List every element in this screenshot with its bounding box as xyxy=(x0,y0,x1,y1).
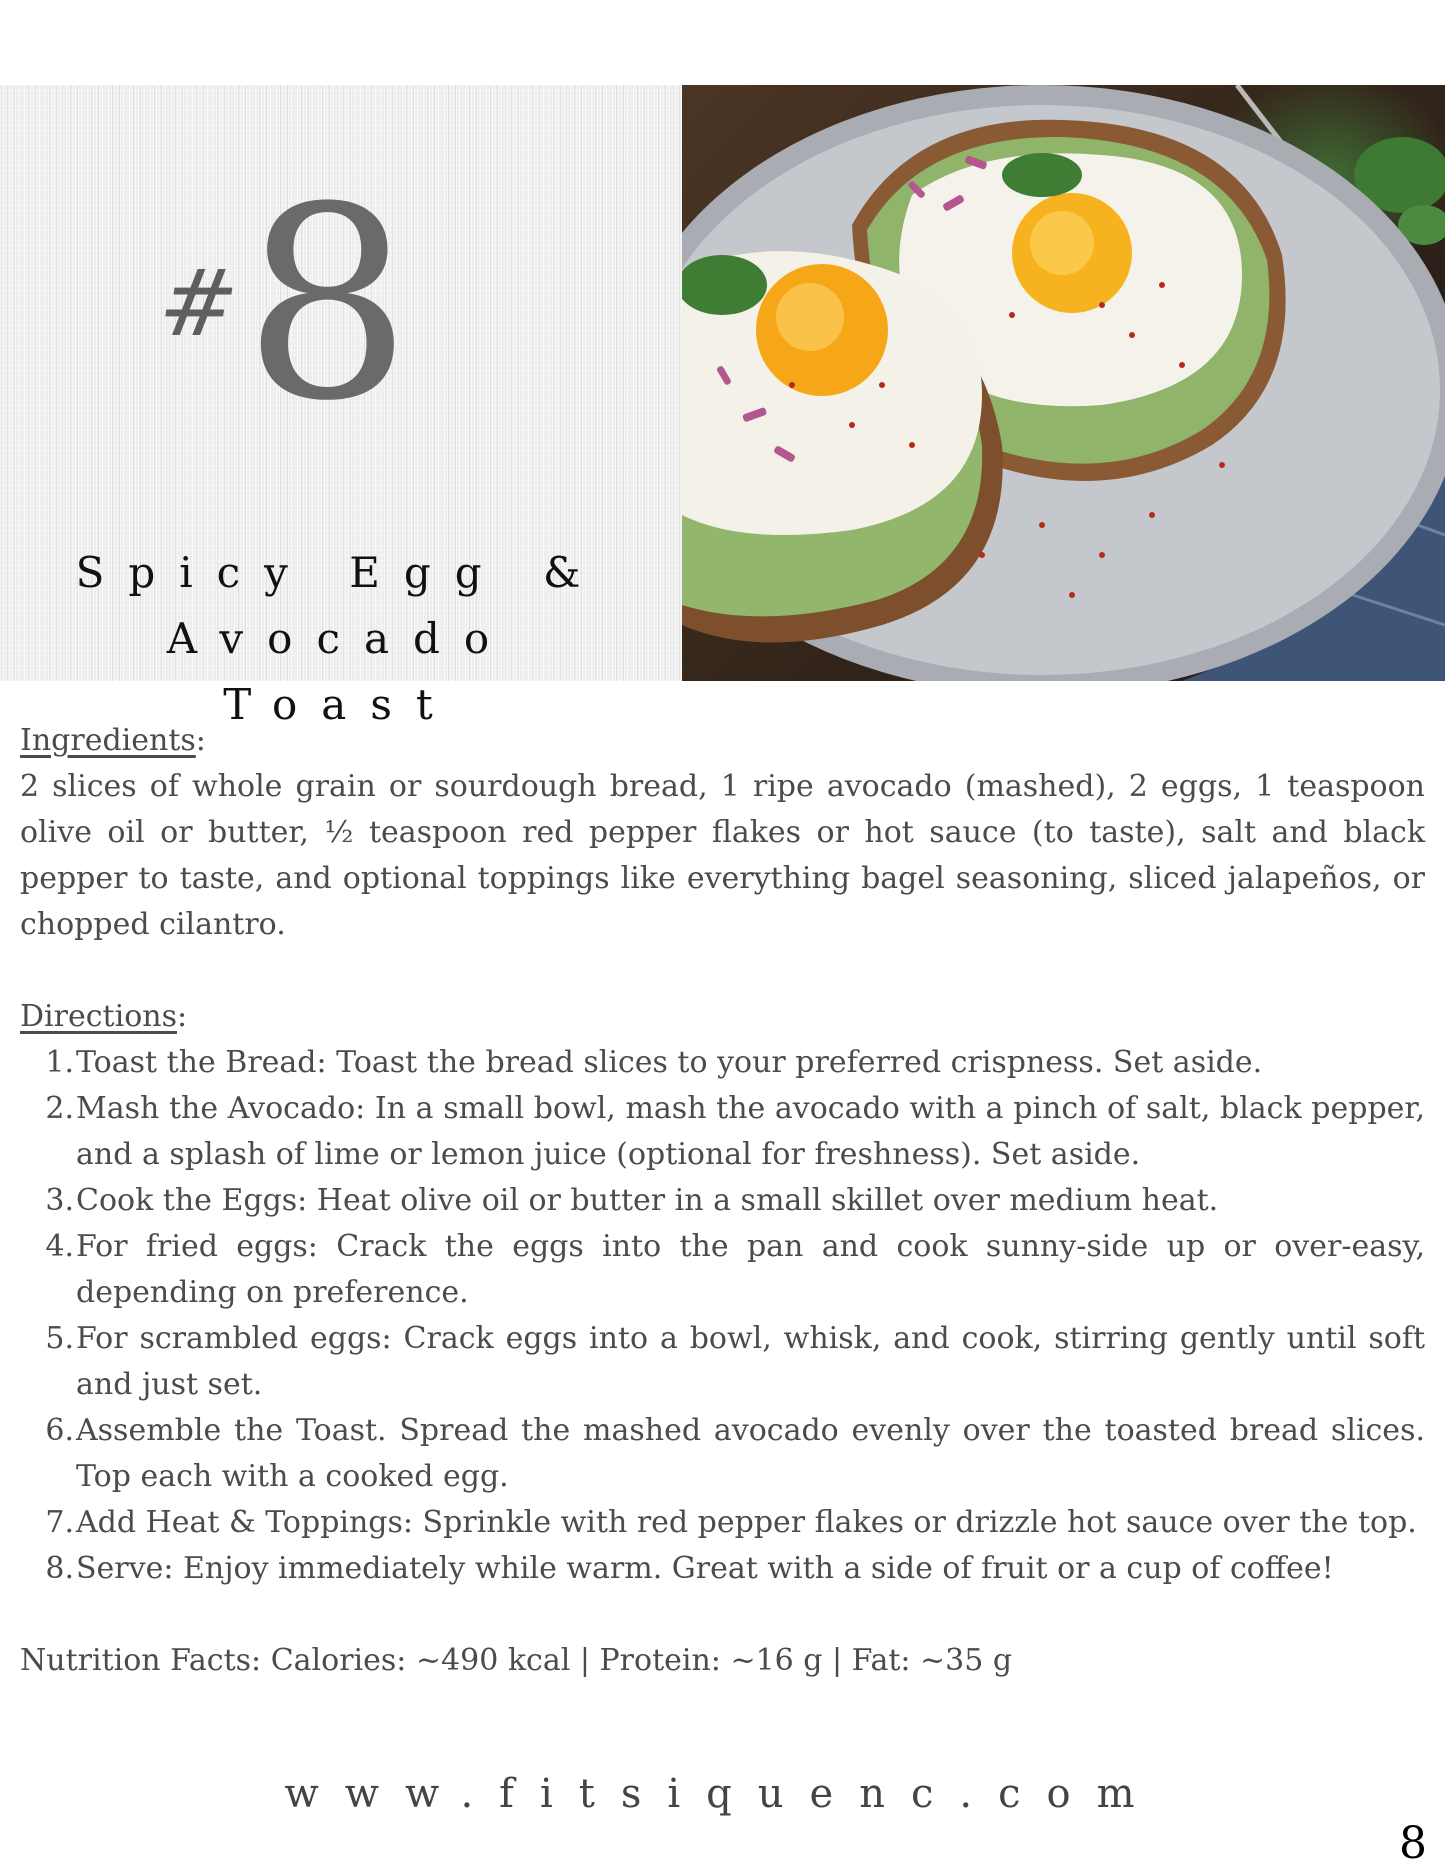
section-spacer xyxy=(20,1592,1425,1638)
step-number: 5. xyxy=(45,1321,74,1356)
nutrition-facts: Nutrition Facts: Calories: ~490 kcal | Protein: ~16 g | Fat: ~35 g xyxy=(20,1643,1013,1678)
hash-symbol: # xyxy=(152,250,245,357)
step-text: Serve: Enjoy immediately while warm. Great with a side of fruit or a cup of coffee! xyxy=(76,1551,1334,1586)
direction-step xyxy=(20,1500,1425,1546)
step-number: 2. xyxy=(45,1091,74,1126)
title-panel xyxy=(0,85,682,729)
recipe-title-line-1: Spicy Egg & xyxy=(75,548,605,597)
recipe-header xyxy=(0,85,1445,729)
direction-step xyxy=(20,1224,1425,1316)
recipe-content xyxy=(20,718,1425,1684)
direction-step xyxy=(20,1178,1425,1224)
step-number: 7. xyxy=(45,1505,74,1540)
section-spacer xyxy=(20,948,1425,994)
directions-list xyxy=(20,1040,1425,1592)
step-number: 8. xyxy=(45,1551,74,1586)
step-number: 3. xyxy=(45,1183,74,1218)
step-number: 1. xyxy=(45,1045,74,1080)
step-number: 4. xyxy=(45,1229,74,1264)
direction-step xyxy=(20,1086,1425,1178)
recipe-title-line-2: Avocado xyxy=(166,614,514,663)
recipe-title-line-3: Toast xyxy=(223,680,457,729)
direction-step xyxy=(20,1546,1425,1592)
page-number: 8 xyxy=(1399,1818,1427,1869)
direction-step xyxy=(20,1040,1425,1086)
website-link[interactable]: www.fitsiquenc.com xyxy=(284,1771,1161,1817)
step-number: 6. xyxy=(45,1413,74,1448)
recipe-number-digit: 8 xyxy=(243,151,412,459)
ingredients-text: 2 slices of whole grain or sourdough bread, 1 ripe avocado (mashed), 2 eggs, 1 teaspoon olive oil or butter, ½ teaspoon red pepper flakes or hot sauce (to taste), salt and black pepper to taste, and optional toppings like everything bagel seasoning, sliced jalapeños, or chopped cilantro. xyxy=(20,769,1425,942)
directions-heading: Directions: xyxy=(20,999,188,1034)
direction-step xyxy=(20,1408,1425,1500)
step-text: For scrambled eggs: Crack eggs into a bowl, whisk, and cook, stirring gently until soft and just set. xyxy=(76,1321,1425,1402)
step-text: Mash the Avocado: In a small bowl, mash the avocado with a pinch of salt, black pepper, and a splash of lime or lemon juice (optional for freshness). Set aside. xyxy=(76,1091,1425,1172)
step-text: Assemble the Toast. Spread the mashed avocado evenly over the toasted bread slices. Top each with a cooked egg. xyxy=(76,1413,1425,1494)
step-text: Toast the Bread: Toast the bread slices to your preferred crispness. Set aside. xyxy=(76,1045,1263,1080)
recipe-number xyxy=(152,151,412,459)
avocado-toast-photo xyxy=(682,85,1445,681)
ingredients-heading: Ingredients: xyxy=(20,723,206,758)
step-text: Cook the Eggs: Heat olive oil or butter in a small skillet over medium heat. xyxy=(76,1183,1219,1218)
step-text: For fried eggs: Crack the eggs into the pan and cook sunny-side up or over-easy, depending on preference. xyxy=(76,1229,1425,1310)
step-text: Add Heat & Toppings: Sprinkle with red pepper flakes or drizzle hot sauce over the top. xyxy=(76,1505,1417,1540)
direction-step xyxy=(20,1316,1425,1408)
recipe-title xyxy=(30,540,650,738)
food-photo-illustration xyxy=(682,85,1445,681)
